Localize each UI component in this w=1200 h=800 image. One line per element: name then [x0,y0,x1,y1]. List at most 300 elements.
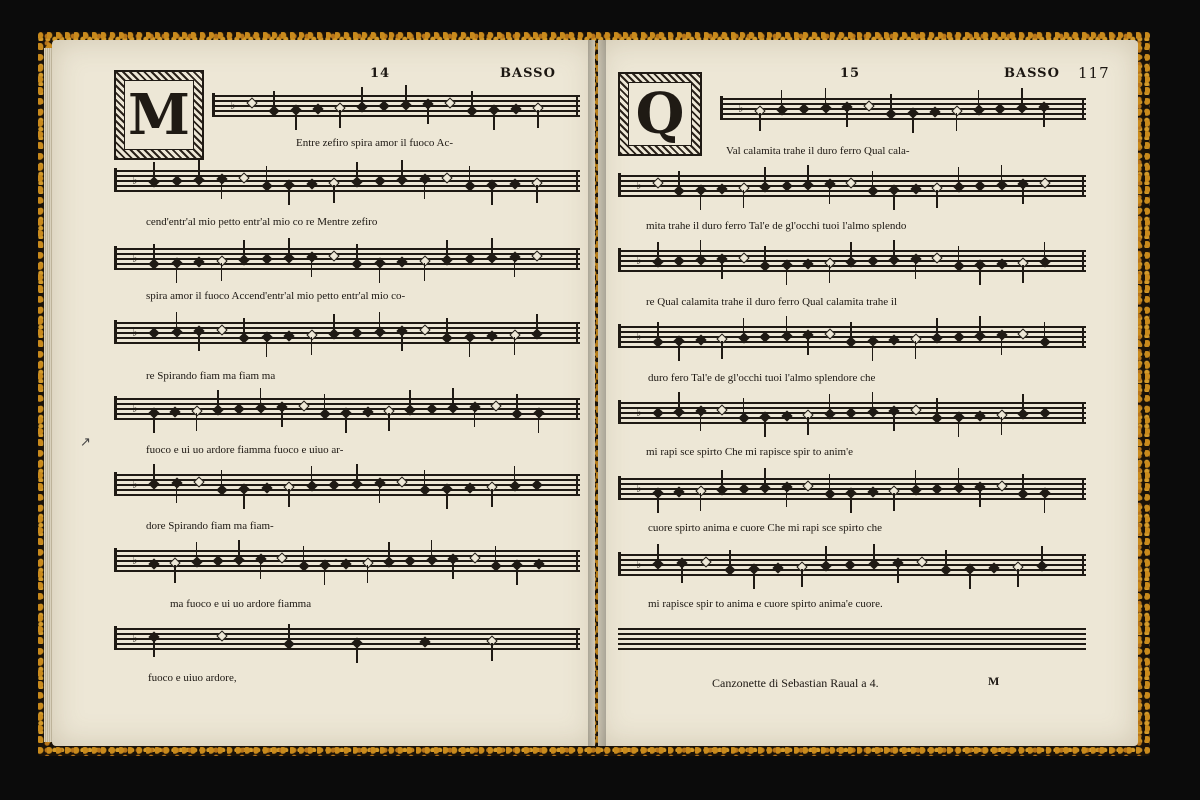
note-stem [872,171,874,189]
bass-clef-icon [114,626,131,650]
note-stem [405,85,407,103]
note-stem [243,491,245,509]
staff-line [212,115,580,117]
bass-clef-icon [618,173,635,197]
staff-line [114,550,580,552]
note-stem [469,339,471,357]
note-stem [333,314,335,332]
staff-line [618,402,1086,404]
note-stem [367,565,369,583]
flat-sign-icon: ♭ [132,477,138,491]
flat-sign-icon: ♭ [132,251,138,265]
right-part-label: BASSO [1004,66,1060,81]
note-stem [266,339,268,357]
note-stem [238,540,240,558]
bar-line [576,322,578,343]
staff-line [618,638,1086,640]
note-stem [196,413,198,431]
note-stem [153,244,155,262]
note-stem [678,171,680,189]
note-stem [945,550,947,568]
staff-line [114,337,580,339]
music-staff [114,550,580,570]
note-stem [872,343,874,361]
lyric-line: fuoco e uiuo ardore, [148,672,237,684]
bar-line [1082,326,1084,347]
music-staff [618,554,1086,574]
lyric-line: Val calamita trahe il duro ferro Qual cala- [726,145,910,157]
initial-letter: Q [628,82,692,146]
note-stem [915,470,917,488]
flat-sign-icon: ♭ [132,173,138,187]
note-stem [356,162,358,180]
note-stem [753,571,755,589]
note-stem [153,162,155,180]
bar-line [576,398,578,419]
note-stem [890,94,892,112]
note-stem [491,489,493,507]
note-stem [764,468,766,486]
staff-line [618,628,1086,630]
music-staff [618,478,1086,498]
note-stem [303,546,305,564]
bar-line [576,170,578,191]
note-stem [1043,109,1045,127]
staff-line [720,103,1086,105]
music-staff [212,95,580,115]
staff-line [114,248,580,250]
note-stem [424,181,426,199]
note-stem [850,242,852,260]
note-stem [958,167,960,185]
note-stem [915,341,917,359]
note-stem [657,544,659,562]
staff-line [114,474,580,476]
note-stem [388,542,390,560]
staff-line [114,638,580,640]
lyric-line: re Spirando fiam ma fiam ma [146,370,276,382]
note-stem [729,550,731,568]
note-stem [873,544,875,562]
note-stem [825,88,827,106]
note-stem [424,470,426,488]
note-stem [807,337,809,355]
note-stem [893,493,895,511]
flat-sign-icon: ♭ [132,631,138,645]
folio-number: 117 [1078,64,1110,82]
staff-line [114,268,580,270]
note-stem [537,110,539,128]
staff-line [618,483,1086,485]
bass-clef-icon [114,548,131,572]
bar-line [576,474,578,495]
note-stem [221,181,223,199]
note-stem [1001,337,1003,355]
note-stem [311,259,313,277]
lyric-line: cuore spirto anima e cuore Che mi rapi sce spirto che [648,522,882,534]
music-staff [114,170,580,190]
staff-line [618,331,1086,333]
left-page-number: 14 [370,66,391,81]
lyric-line: re Qual calamita trahe il duro ferro Qual calamita trahe il [646,296,898,308]
note-stem [958,468,960,486]
note-stem [288,624,290,642]
note-stem [243,318,245,336]
right-page-number: 15 [840,66,861,81]
staff-line [114,633,580,635]
note-stem [1022,474,1024,492]
note-stem [1001,165,1003,183]
staff-line [618,422,1086,424]
note-stem [452,388,454,406]
note-stem [764,167,766,185]
music-staff [720,98,1086,118]
staff-line [618,175,1086,177]
note-stem [295,112,297,130]
staff-line [618,190,1086,192]
note-stem [1022,186,1024,204]
staff-line [114,190,580,192]
music-staff [618,326,1086,346]
note-stem [260,388,262,406]
lyric-line: Entre zefiro spira amor il fuoco Ac- [296,137,453,149]
note-stem [846,109,848,127]
note-stem [176,312,178,330]
staff-line [720,98,1086,100]
note-stem [409,390,411,408]
note-stem [356,464,358,482]
note-stem [1001,417,1003,435]
note-stem [969,571,971,589]
lyric-line: cend'entr'al mio petto entr'al mio co re Mentre zefiro [146,216,378,228]
note-stem [176,265,178,283]
note-stem [495,546,497,564]
bass-clef-icon [114,320,131,344]
note-stem [743,318,745,336]
music-staff [618,250,1086,270]
note-stem [514,259,516,277]
music-staff [114,322,580,342]
note-stem [339,110,341,128]
flat-sign-icon: ♭ [636,557,642,571]
flat-sign-icon: ♭ [636,178,642,192]
note-stem [979,267,981,285]
note-stem [471,91,473,109]
note-stem [491,643,493,661]
left-part-label: BASSO [500,66,556,81]
note-stem [324,394,326,412]
initial-letter: M [124,80,194,150]
staff-line [114,403,580,405]
note-stem [273,91,275,109]
note-stem [807,417,809,435]
note-stem [893,192,895,210]
flat-sign-icon: ♭ [132,401,138,415]
note-stem [1044,242,1046,260]
note-stem [324,567,326,585]
note-stem [1044,495,1046,513]
note-stem [825,546,827,564]
staff-line [114,322,580,324]
bass-clef-icon [114,246,131,270]
bar-line [1082,402,1084,423]
bar-line [576,550,578,571]
staff-line [618,498,1086,500]
staff-line [114,628,580,630]
note-stem [356,244,358,262]
staff-line [114,489,580,491]
note-stem [196,542,198,560]
note-stem [700,240,702,258]
note-stem [786,267,788,285]
staff-line [618,554,1086,556]
note-stem [491,187,493,205]
staff-line [212,105,580,107]
bar-line [1082,478,1084,499]
note-stem [1021,88,1023,106]
note-stem [912,115,914,133]
lyric-line: ma fuoco e ui uo ardore fiamma [170,598,312,610]
note-stem [333,185,335,203]
note-stem [678,392,680,410]
note-stem [361,87,363,105]
staff-line [618,633,1086,635]
staff-line [618,250,1086,252]
note-stem [978,90,980,108]
note-stem [311,337,313,355]
note-stem [872,392,874,410]
bar-line [576,628,578,649]
note-stem [1041,546,1043,564]
flat-sign-icon: ♭ [636,405,642,419]
bass-clef-icon [618,400,635,424]
note-stem [829,265,831,283]
staff-line [720,113,1086,115]
margin-pencil-mark: ↗ [80,435,91,450]
staff-line [720,108,1086,110]
staff-line [114,570,580,572]
staff-line [114,263,580,265]
note-stem [431,540,433,558]
bass-clef-icon [114,472,131,496]
note-stem [764,419,766,437]
note-stem [401,333,403,351]
bar-line [576,95,578,116]
flat-sign-icon: ♭ [636,481,642,495]
note-stem [893,413,895,431]
note-stem [153,415,155,433]
bass-clef-icon [212,93,229,117]
note-stem [936,190,938,208]
note-stem [1022,265,1024,283]
note-stem [474,409,476,427]
music-staff [114,474,580,494]
staff-line [212,95,580,97]
book-gutter [588,40,606,746]
bass-clef-icon [618,552,635,576]
note-stem [1022,394,1024,412]
bass-clef-icon [618,476,635,500]
note-stem [681,565,683,583]
bass-clef-icon [618,248,635,272]
note-stem [514,337,516,355]
note-stem [979,316,981,334]
note-stem [446,491,448,509]
staff-line [720,118,1086,120]
bass-clef-icon [114,396,131,420]
note-stem [807,165,809,183]
note-stem [221,470,223,488]
note-stem [897,565,899,583]
note-stem [379,312,381,330]
note-stem [281,409,283,427]
note-stem [829,394,831,412]
note-stem [153,639,155,657]
note-stem [288,489,290,507]
note-stem [198,333,200,351]
note-stem [786,489,788,507]
staff-line [618,648,1086,650]
bar-line [1082,98,1084,119]
note-stem [516,394,518,412]
note-stem [956,113,958,131]
note-stem [657,242,659,260]
note-stem [743,190,745,208]
note-stem [721,261,723,279]
note-stem [266,166,268,184]
staff-line [114,175,580,177]
staff-line [114,643,580,645]
music-staff [618,628,1086,648]
note-stem [721,341,723,359]
note-stem [801,569,803,587]
staff-line [618,195,1086,197]
note-stem [401,160,403,178]
bass-clef-icon [720,96,737,120]
note-stem [288,238,290,256]
note-stem [536,314,538,332]
decorated-initial-left [114,70,204,160]
note-stem [174,565,176,583]
note-stem [424,263,426,281]
staff-line [618,478,1086,480]
note-stem [379,265,381,283]
bar-line [576,248,578,269]
lyric-line: dore Spirando fiam ma fiam- [146,520,274,532]
note-stem [786,316,788,334]
flat-sign-icon: ♭ [636,253,642,267]
flat-sign-icon: ♭ [230,98,236,112]
note-stem [538,415,540,433]
staff-line [618,643,1086,645]
music-staff [618,402,1086,422]
staff-line [212,100,580,102]
note-stem [221,263,223,281]
note-stem [700,192,702,210]
lyric-line: fuoco e ui uo ardore fiamma fuoco e uiuo ar- [146,444,344,456]
music-staff [114,398,580,418]
note-stem [850,495,852,513]
note-stem [469,166,471,184]
note-stem [446,318,448,336]
note-stem [958,419,960,437]
bar-line [1082,554,1084,575]
note-stem [936,398,938,416]
note-stem [379,485,381,503]
flat-sign-icon: ♭ [132,553,138,567]
note-stem [311,466,313,484]
note-stem [721,470,723,488]
lyric-line: mita trahe il duro ferro Tal'e de gl'occhi tuoi l'almo splendo [646,220,907,232]
flat-sign-icon: ♭ [132,325,138,339]
note-stem [345,415,347,433]
note-stem [153,464,155,482]
note-stem [850,322,852,340]
note-stem [217,390,219,408]
note-stem [356,645,358,663]
note-stem [678,343,680,361]
note-stem [657,322,659,340]
staff-line [114,342,580,344]
decorated-initial-right [618,72,702,156]
note-stem [979,489,981,507]
note-stem [493,112,495,130]
note-stem [958,246,960,264]
staff-line [114,555,580,557]
note-stem [243,240,245,258]
note-stem [260,561,262,579]
music-staff [114,628,580,648]
staff-line [618,255,1086,257]
flat-sign-icon: ♭ [738,101,744,115]
bass-clef-icon [114,168,131,192]
lyric-line: spira amor il fuoco Accend'entr'al mio petto entr'al mio co- [146,290,406,302]
music-staff [114,248,580,268]
signature-mark: M [988,674,1000,688]
staff-line [618,270,1086,272]
staff-line [114,479,580,481]
flat-sign-icon: ♭ [636,329,642,343]
note-stem [514,466,516,484]
note-stem [915,261,917,279]
staff-line [114,494,580,496]
note-stem [536,185,538,203]
note-stem [700,413,702,431]
note-stem [759,113,761,131]
note-stem [936,318,938,336]
note-stem [427,106,429,124]
staff-line [114,648,580,650]
note-stem [781,90,783,108]
note-stem [388,413,390,431]
note-stem [288,187,290,205]
staff-line [618,574,1086,576]
lyric-line: mi rapisce spir to anima e cuore spirto anima'e cuore. [648,598,883,610]
music-staff [618,175,1086,195]
staff-line [114,418,580,420]
note-stem [1017,569,1019,587]
note-stem [700,493,702,511]
note-stem [176,485,178,503]
note-stem [893,240,895,258]
note-stem [452,561,454,579]
staff-line [618,326,1086,328]
note-stem [764,246,766,264]
note-stem [743,398,745,416]
bass-clef-icon [618,324,635,348]
staff-line [618,559,1086,561]
bar-line [1082,250,1084,271]
